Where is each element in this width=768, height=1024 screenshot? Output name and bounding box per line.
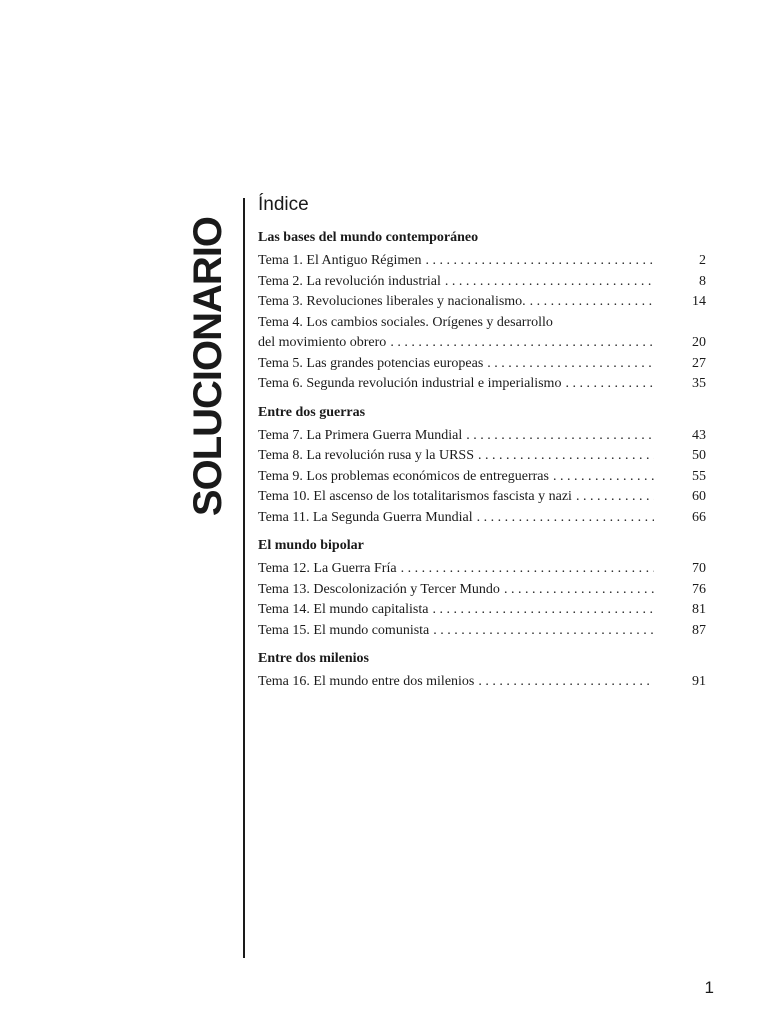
toc-entry[interactable] bbox=[258, 672, 706, 693]
entry-line bbox=[258, 621, 658, 642]
side-title-text: SOLUCIONARIO bbox=[186, 216, 231, 516]
entry-title: Tema 3. Revoluciones liberales y nacionalismo. bbox=[258, 294, 526, 309]
entry-page-number: 50 bbox=[692, 448, 706, 463]
entry-title: del movimiento obrero bbox=[258, 335, 387, 350]
entry-page-number: 43 bbox=[692, 427, 706, 443]
entry-line bbox=[258, 672, 658, 693]
entry-title: Tema 16. El mundo entre dos milenios bbox=[258, 674, 475, 689]
entry-page-number: 14 bbox=[692, 294, 706, 309]
toc-section bbox=[258, 650, 706, 693]
entry-text bbox=[258, 313, 658, 354]
dot-leader bbox=[429, 621, 654, 642]
entry-text bbox=[258, 374, 658, 395]
entry-text bbox=[258, 467, 658, 488]
entry-text bbox=[258, 272, 658, 293]
toc-section bbox=[258, 537, 706, 641]
toc-entry[interactable] bbox=[258, 559, 706, 580]
dot-leader bbox=[549, 467, 654, 488]
entry-text bbox=[258, 251, 658, 272]
toc-entry[interactable] bbox=[258, 621, 706, 642]
section-title: Entre dos guerras bbox=[258, 404, 366, 420]
entry-text bbox=[258, 621, 658, 642]
entry-page-number: 81 bbox=[692, 602, 706, 617]
page-number: 1 bbox=[704, 978, 714, 997]
dot-leader bbox=[386, 333, 654, 354]
entry-line bbox=[258, 580, 658, 601]
entry-page-number: 27 bbox=[692, 355, 706, 371]
entry-title: Tema 11. La Segunda Guerra Mundial bbox=[258, 509, 473, 525]
dot-leader bbox=[526, 292, 654, 313]
entry-page-number: 87 bbox=[692, 622, 706, 638]
entry-line bbox=[258, 446, 658, 467]
toc-entry[interactable] bbox=[258, 446, 706, 467]
entry-title: Tema 7. La Primera Guerra Mundial bbox=[258, 427, 463, 443]
toc-entry[interactable] bbox=[258, 600, 706, 621]
entry-text bbox=[258, 580, 658, 601]
entry-line bbox=[258, 600, 658, 621]
section-title: Las bases del mundo contemporáneo bbox=[258, 230, 479, 245]
dot-leader bbox=[500, 580, 654, 601]
toc-entry[interactable] bbox=[258, 426, 706, 447]
toc-entry[interactable] bbox=[258, 467, 706, 488]
entry-title: Tema 2. La revolución industrial bbox=[258, 273, 441, 289]
entry-line bbox=[258, 272, 658, 293]
toc-entry[interactable] bbox=[258, 292, 706, 313]
entry-page-number: 2 bbox=[699, 253, 706, 268]
entry-text bbox=[258, 354, 658, 375]
table-of-contents bbox=[258, 192, 706, 693]
dot-leader bbox=[441, 272, 654, 293]
entry-title: Tema 1. El Antiguo Régimen bbox=[258, 253, 422, 268]
section-title: El mundo bipolar bbox=[258, 538, 364, 553]
toc-entry[interactable] bbox=[258, 313, 706, 354]
entry-title: Tema 6. Segunda revolución industrial e imperialismo bbox=[258, 376, 562, 391]
entry-page-number: 76 bbox=[692, 581, 706, 597]
entry-line bbox=[258, 292, 658, 313]
entry-page-number: 66 bbox=[692, 509, 706, 525]
dot-leader bbox=[474, 446, 654, 467]
entry-line bbox=[258, 508, 658, 529]
entry-line bbox=[258, 251, 658, 272]
entry-page-number: 60 bbox=[692, 489, 706, 504]
entry-line bbox=[258, 333, 658, 354]
dot-leader bbox=[483, 354, 654, 375]
entry-text bbox=[258, 446, 658, 467]
entry-line bbox=[258, 354, 658, 375]
toc-heading: Índice bbox=[258, 194, 309, 215]
entry-title: Tema 5. Las grandes potencias europeas bbox=[258, 355, 484, 371]
side-title bbox=[184, 198, 234, 534]
entry-title: Tema 12. La Guerra Fría bbox=[258, 561, 397, 576]
entry-title: Tema 4. Los cambios sociales. Orígenes y desarrollo bbox=[258, 314, 553, 330]
dot-leader bbox=[428, 600, 654, 621]
entry-line bbox=[258, 487, 658, 508]
entry-text bbox=[258, 672, 658, 693]
dot-leader bbox=[473, 508, 654, 529]
dot-leader bbox=[474, 672, 654, 693]
entry-text bbox=[258, 292, 658, 313]
entry-page-number: 70 bbox=[692, 561, 706, 576]
dot-leader bbox=[397, 559, 654, 580]
toc-sections bbox=[258, 229, 706, 693]
entry-page-number: 55 bbox=[692, 468, 706, 484]
entry-line bbox=[258, 426, 658, 447]
entry-title: Tema 14. El mundo capitalista bbox=[258, 602, 429, 617]
entry-title: Tema 9. Los problemas económicos de entreguerras bbox=[258, 468, 549, 484]
entry-line bbox=[258, 467, 658, 488]
entry-page-number: 8 bbox=[699, 273, 706, 289]
vertical-divider bbox=[243, 198, 245, 958]
toc-entry[interactable] bbox=[258, 374, 706, 395]
toc-entry[interactable] bbox=[258, 508, 706, 529]
entry-text bbox=[258, 426, 658, 447]
dot-leader bbox=[572, 487, 654, 508]
toc-entry[interactable] bbox=[258, 251, 706, 272]
entry-title: Tema 8. La revolución rusa y la URSS bbox=[258, 448, 474, 463]
entry-text bbox=[258, 600, 658, 621]
toc-entry[interactable] bbox=[258, 354, 706, 375]
dot-leader bbox=[462, 426, 654, 447]
entry-page-number: 20 bbox=[692, 335, 706, 350]
entry-line bbox=[258, 374, 658, 395]
section-title: Entre dos milenios bbox=[258, 651, 369, 666]
entry-text bbox=[258, 559, 658, 580]
toc-section bbox=[258, 229, 706, 395]
entry-line bbox=[258, 313, 658, 334]
entry-title: Tema 10. El ascenso de los totalitarismos fascista y nazi bbox=[258, 489, 572, 504]
toc-entry[interactable] bbox=[258, 487, 706, 508]
dot-leader bbox=[561, 374, 654, 395]
dot-leader bbox=[422, 251, 655, 272]
toc-entry[interactable] bbox=[258, 272, 706, 293]
entry-title: Tema 15. El mundo comunista bbox=[258, 622, 430, 638]
entry-text bbox=[258, 508, 658, 529]
entry-page-number: 91 bbox=[692, 674, 706, 689]
entry-line bbox=[258, 559, 658, 580]
entry-text bbox=[258, 487, 658, 508]
toc-section bbox=[258, 404, 706, 529]
toc-entry[interactable] bbox=[258, 580, 706, 601]
entry-title: Tema 13. Descolonización y Tercer Mundo bbox=[258, 581, 500, 597]
entry-page-number: 35 bbox=[692, 376, 706, 391]
